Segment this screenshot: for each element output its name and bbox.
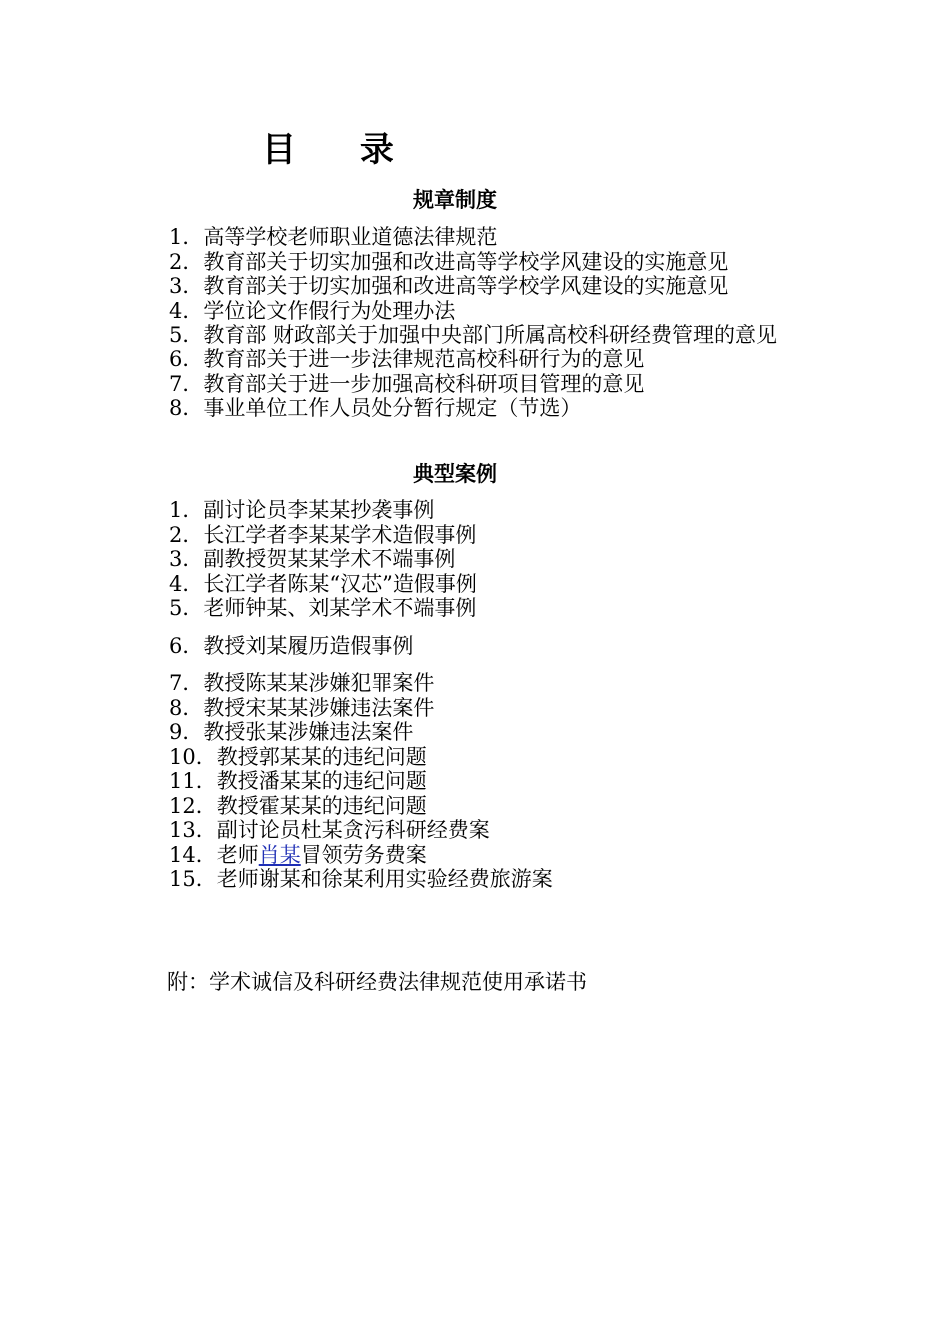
list-item: 9．教授张某涉嫌违法案件 xyxy=(169,720,414,744)
appendix-note: 附：学术诚信及科研经费法律规范使用承诺书 xyxy=(167,970,587,994)
section-heading-cases: 典型案例 xyxy=(413,462,497,486)
list-item: 4．长江学者陈某“汉芯”造假事例 xyxy=(169,571,477,596)
list-item: 10．教授郭某某的违纪问题 xyxy=(169,744,427,769)
list-item: 14．老师肖某冒领劳务费案 xyxy=(169,842,427,867)
list-item: 2．教育部关于切实加强和改进高等学校学风建设的实施意见 xyxy=(169,249,729,274)
list-item: 6．教授刘某履历造假事例 xyxy=(169,634,414,658)
page-title: 目 录 xyxy=(262,130,420,170)
list-item: 5．教育部 财政部关于加强中央部门所属高校科研经费管理的意见 xyxy=(169,323,778,347)
section-heading-regulations: 规章制度 xyxy=(413,188,497,212)
cases-list-c xyxy=(145,671,835,892)
list-item: 6．教育部关于进一步法律规范高校科研行为的意见 xyxy=(169,347,645,371)
list-item: 2．长江学者李某某学术造假事例 xyxy=(169,522,477,547)
list-item: 13．副讨论员杜某贪污科研经费案 xyxy=(169,818,490,842)
person-name-link[interactable]: 肖某 xyxy=(258,842,301,867)
regulations-list xyxy=(145,225,835,421)
list-item: 15．老师谢某和徐某利用实验经费旅游案 xyxy=(169,867,553,891)
cases-list-b xyxy=(145,634,835,659)
list-item: 12．教授霍某某的违纪问题 xyxy=(169,793,427,818)
list-item: 8．教授宋某某涉嫌违法案件 xyxy=(169,695,435,720)
list-item: 7．教授陈某某涉嫌犯罪案件 xyxy=(169,671,435,695)
list-item: 3．教育部关于切实加强和改进高等学校学风建设的实施意见 xyxy=(169,274,729,298)
cases-list-a xyxy=(145,498,835,621)
list-item: 4．学位论文作假行为处理办法 xyxy=(169,298,456,323)
list-item: 3．副教授贺某某学术不端事例 xyxy=(169,547,456,571)
list-item: 8．事业单位工作人员处分暂行规定（节选） xyxy=(169,396,582,420)
list-item: 1．高等学校老师职业道德法律规范 xyxy=(169,225,498,249)
list-item: 1．副讨论员李某某抄袭事例 xyxy=(169,498,435,522)
list-item: 11．教授潘某某的违纪问题 xyxy=(169,769,427,793)
list-item: 7．教育部关于进一步加强高校科研项目管理的意见 xyxy=(169,371,645,396)
list-item: 5．老师钟某、刘某学术不端事例 xyxy=(169,596,477,620)
